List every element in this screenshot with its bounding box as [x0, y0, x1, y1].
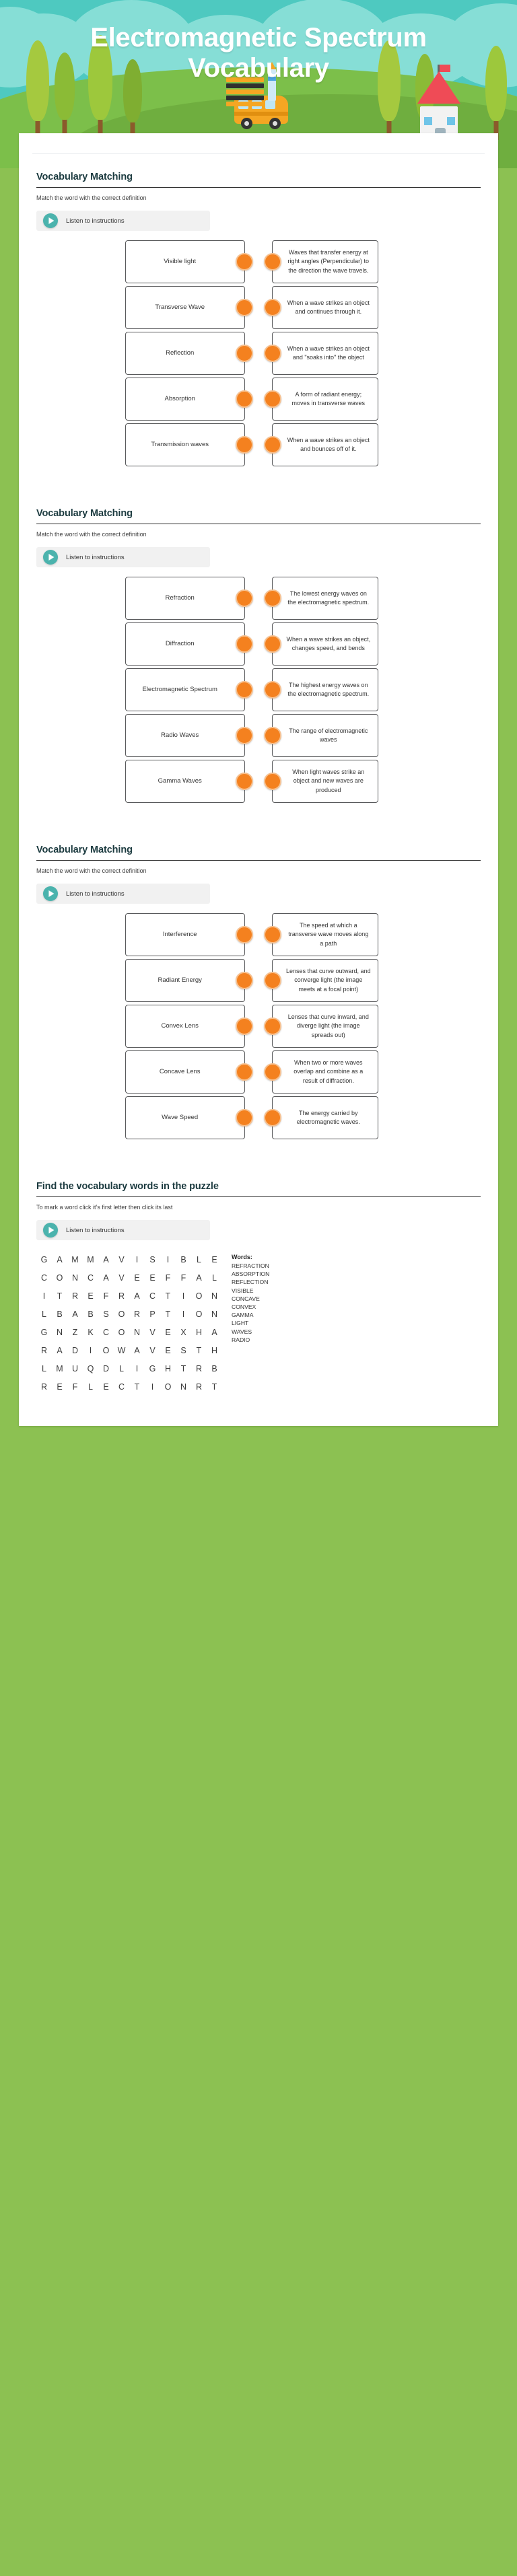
word-search-word: CONVEX	[232, 1303, 256, 1311]
word-search-grid[interactable]	[36, 1251, 222, 1395]
connector-dot[interactable]	[236, 390, 253, 408]
word-label: Transmission waves	[151, 440, 209, 448]
word-box[interactable]	[125, 1050, 245, 1094]
word-search-cell[interactable]: R	[118, 1291, 125, 1301]
word-search-cell[interactable]: U	[71, 1363, 79, 1373]
word-search-cell[interactable]: A	[134, 1291, 140, 1301]
word-label: Refraction	[165, 594, 195, 602]
word-search-cell[interactable]: F	[72, 1382, 78, 1392]
connector-dot[interactable]	[264, 253, 281, 271]
word-search-cell[interactable]: M	[56, 1363, 63, 1373]
word-search-cell[interactable]: R	[195, 1363, 203, 1373]
connector-dot[interactable]	[264, 390, 281, 408]
definition-box[interactable]	[272, 760, 378, 803]
listen-to-instructions-button[interactable]	[36, 884, 210, 904]
match-row	[36, 286, 481, 329]
definition-box[interactable]	[272, 577, 378, 620]
word-search-cell[interactable]: T	[211, 1382, 217, 1392]
definition-label: When light waves strike an object and new waves are produced	[292, 768, 365, 793]
connector-dot[interactable]	[236, 681, 253, 699]
word-search-cell[interactable]: E	[88, 1291, 94, 1301]
word-search-cell[interactable]: E	[57, 1382, 63, 1392]
word-search-cell[interactable]: T	[134, 1382, 140, 1392]
word-search-cell[interactable]: O	[164, 1382, 172, 1392]
match-row	[36, 577, 481, 620]
title-underline	[36, 1196, 481, 1197]
section-subtitle: Match the word with the correct definition	[36, 194, 147, 201]
word-search-cell[interactable]: R	[40, 1345, 48, 1355]
definition-label: Lenses that curve inward, and diverge light (the image spreads out)	[287, 1013, 369, 1038]
connector-dot[interactable]	[236, 589, 253, 607]
word-search-cell[interactable]: I	[135, 1254, 139, 1264]
word-search-cell[interactable]: O	[195, 1309, 203, 1319]
word-search-cell[interactable]: O	[195, 1291, 203, 1301]
word-box[interactable]	[125, 913, 245, 956]
word-search-row	[36, 1269, 222, 1286]
word-label: Visible light	[164, 257, 197, 265]
section-vocabulary-matching-3	[19, 827, 498, 1164]
word-search-cell[interactable]: F	[103, 1291, 109, 1301]
word-search-word: VISIBLE	[232, 1287, 254, 1294]
word-search-row	[36, 1287, 222, 1304]
word-label: Gamma Waves	[158, 777, 202, 785]
word-search-cell[interactable]: M	[71, 1254, 79, 1264]
word-search-cell[interactable]: N	[211, 1291, 218, 1301]
connector-dot[interactable]	[264, 1063, 281, 1081]
word-search-word: GAMMA	[232, 1312, 254, 1319]
word-search-cell[interactable]: O	[118, 1309, 125, 1319]
connector-dot[interactable]	[236, 436, 253, 454]
definition-label: The speed at which a transverse wave moves along a path	[288, 922, 369, 947]
word-search-cell[interactable]: N	[180, 1382, 187, 1392]
word-search-cell[interactable]: A	[72, 1309, 78, 1319]
match-row	[36, 1005, 481, 1048]
section-title: Vocabulary Matching	[36, 845, 133, 855]
definition-box[interactable]	[272, 622, 378, 666]
connector-dot[interactable]	[264, 589, 281, 607]
word-label: Diffraction	[165, 639, 195, 647]
word-search-cell[interactable]: C	[40, 1273, 48, 1283]
word-search-cell[interactable]: L	[42, 1363, 46, 1373]
connector-dot[interactable]	[264, 972, 281, 989]
word-search-cell[interactable]: T	[180, 1363, 186, 1373]
connector-dot[interactable]	[264, 773, 281, 790]
definition-label: Waves that transfer energy at right angles (Perpendicular) to the direction the wave travels.	[287, 249, 370, 274]
play-icon[interactable]	[43, 886, 58, 901]
word-box[interactable]	[125, 332, 245, 375]
word-box[interactable]	[125, 378, 245, 421]
word-label: Radio Waves	[161, 731, 199, 739]
word-box[interactable]	[125, 240, 245, 283]
definition-box[interactable]	[272, 913, 378, 956]
definition-box[interactable]	[272, 1005, 378, 1048]
word-search-cell[interactable]: C	[87, 1273, 94, 1283]
connector-dot[interactable]	[264, 345, 281, 362]
word-search-cell[interactable]: C	[102, 1327, 110, 1337]
word-search-cell[interactable]: O	[118, 1327, 125, 1337]
word-search-subtitle: To mark a word click it’s first letter then click its last	[36, 1204, 173, 1211]
definition-box[interactable]	[272, 378, 378, 421]
word-search-cell[interactable]: L	[212, 1273, 217, 1283]
word-search-row	[36, 1342, 222, 1359]
word-label: Convex Lens	[161, 1022, 199, 1030]
definition-label: When a wave strikes an object and continues through it.	[287, 299, 370, 315]
word-search-cell[interactable]: C	[149, 1291, 156, 1301]
word-search-cell[interactable]: I	[89, 1345, 92, 1355]
word-search-cell[interactable]: E	[103, 1382, 109, 1392]
word-search-row	[36, 1305, 222, 1322]
definition-box[interactable]	[272, 714, 378, 757]
match-row	[36, 423, 481, 466]
word-box[interactable]	[125, 1096, 245, 1139]
word-box[interactable]	[125, 714, 245, 757]
definition-label: The highest energy waves on the electromagnetic spectrum.	[287, 681, 370, 697]
definition-box[interactable]	[272, 286, 378, 329]
match-row	[36, 1096, 481, 1139]
word-search-cell[interactable]: S	[103, 1309, 109, 1319]
connector-dot[interactable]	[236, 299, 253, 316]
word-search-cell[interactable]: B	[180, 1254, 186, 1264]
connector-dot[interactable]	[236, 727, 253, 744]
match-row	[36, 1050, 481, 1094]
play-icon[interactable]	[43, 550, 58, 565]
word-label: Reflection	[166, 349, 195, 357]
word-search-cell[interactable]: D	[102, 1363, 110, 1373]
listen-label: Listen to instructions	[66, 890, 125, 898]
connector-dot[interactable]	[236, 635, 253, 653]
word-search-row	[36, 1378, 222, 1395]
connector-dot[interactable]	[236, 345, 253, 362]
word-search-cell[interactable]: I	[182, 1309, 185, 1319]
word-search-title: Find the vocabulary words in the puzzle	[36, 1181, 219, 1192]
connector-dot[interactable]	[236, 1109, 253, 1126]
definition-box[interactable]	[272, 959, 378, 1002]
word-search-row	[36, 1251, 222, 1268]
word-search-cell[interactable]: B	[88, 1309, 94, 1319]
word-search-cell[interactable]: I	[151, 1382, 154, 1392]
worksheet-sheet	[19, 133, 498, 1426]
word-search-cell[interactable]: A	[103, 1254, 109, 1264]
word-search-cell[interactable]: Z	[72, 1327, 78, 1337]
word-search-cell[interactable]: A	[57, 1345, 63, 1355]
word-search-cell[interactable]: R	[195, 1382, 203, 1392]
word-search-cell[interactable]: I	[135, 1363, 139, 1373]
connector-dot[interactable]	[264, 926, 281, 943]
play-icon[interactable]	[43, 1223, 58, 1238]
word-label: Interference	[162, 930, 197, 938]
page-title: Electromagnetic Spectrum Vocabulary	[90, 23, 427, 83]
word-box[interactable]	[125, 668, 245, 711]
word-search-cell[interactable]: P	[149, 1309, 156, 1319]
listen-label: Listen to instructions	[66, 217, 125, 225]
word-search-cell[interactable]: S	[180, 1345, 186, 1355]
word-search-cell[interactable]: A	[103, 1273, 109, 1283]
listen-to-instructions-button[interactable]	[36, 1220, 210, 1240]
definition-box[interactable]	[272, 668, 378, 711]
connector-dot[interactable]	[264, 436, 281, 454]
word-search-cell[interactable]: G	[149, 1363, 156, 1373]
word-search-cell[interactable]: T	[57, 1291, 63, 1301]
word-search-cell[interactable]: V	[118, 1254, 125, 1264]
word-search-cell[interactable]: E	[165, 1327, 171, 1337]
connector-dot[interactable]	[236, 972, 253, 989]
word-label: Absorption	[164, 394, 195, 402]
word-box[interactable]	[125, 423, 245, 466]
word-search-cell[interactable]: I	[166, 1254, 170, 1264]
connector-dot[interactable]	[264, 635, 281, 653]
definition-label: The lowest energy waves on the electromagnetic spectrum.	[287, 589, 370, 606]
word-search-row	[36, 1360, 222, 1377]
word-search-cell[interactable]: I	[42, 1291, 46, 1301]
definition-box[interactable]	[272, 423, 378, 466]
word-label: Radiant Energy	[158, 976, 202, 984]
definition-label: Lenses that curve outward, and converge light (the image meets at a focal point)	[286, 968, 371, 993]
word-search-cell[interactable]: D	[71, 1345, 79, 1355]
word-box[interactable]	[125, 577, 245, 620]
title-underline	[36, 187, 481, 188]
word-search-cell[interactable]: E	[211, 1254, 217, 1264]
definition-box[interactable]	[272, 1050, 378, 1094]
word-box[interactable]	[125, 1005, 245, 1048]
match-row	[36, 668, 481, 711]
word-search-cell[interactable]: M	[87, 1254, 94, 1264]
match-row	[36, 240, 481, 283]
word-search-word: CONCAVE	[232, 1295, 260, 1302]
section-word-search	[19, 1164, 498, 1426]
word-search-cell[interactable]: N	[56, 1327, 63, 1337]
definition-box[interactable]	[272, 1096, 378, 1139]
definition-box[interactable]	[272, 332, 378, 375]
word-search-cell[interactable]: H	[211, 1345, 218, 1355]
word-label: Wave Speed	[162, 1113, 199, 1121]
title-underline	[36, 860, 481, 861]
word-search-cell[interactable]: I	[182, 1291, 185, 1301]
word-search-cell[interactable]: A	[196, 1273, 202, 1283]
section-title: Vocabulary Matching	[36, 508, 133, 519]
word-label: Concave Lens	[159, 1067, 201, 1075]
play-icon[interactable]	[43, 213, 58, 228]
word-search-cell[interactable]: F	[165, 1273, 171, 1283]
word-search-cell[interactable]: S	[149, 1254, 156, 1264]
word-search-word: ABSORPTION	[232, 1271, 270, 1278]
match-row	[36, 913, 481, 956]
word-search-cell[interactable]: R	[40, 1382, 48, 1392]
word-label: Electromagnetic Spectrum	[142, 685, 217, 693]
word-search-word: REFLECTION	[232, 1279, 269, 1286]
word-search-cell[interactable]: F	[180, 1273, 186, 1283]
matching-grid	[36, 913, 481, 1139]
definition-label: When a wave strikes an object and "soaks into" the object	[287, 345, 370, 361]
word-search-cell[interactable]: L	[88, 1382, 93, 1392]
listen-label: Listen to instructions	[66, 553, 125, 561]
listen-to-instructions-button[interactable]	[36, 547, 210, 567]
word-search-cell[interactable]: Q	[87, 1363, 94, 1373]
word-box[interactable]	[125, 622, 245, 666]
word-search-cell[interactable]: B	[57, 1309, 63, 1319]
word-search-cell[interactable]: K	[88, 1327, 94, 1337]
word-search-cell[interactable]: N	[211, 1309, 218, 1319]
word-search-cell[interactable]: A	[211, 1327, 217, 1337]
section-subtitle: Match the word with the correct definition	[36, 867, 147, 874]
definition-label: The energy carried by electromagnetic waves.	[296, 1109, 360, 1125]
connector-dot[interactable]	[264, 299, 281, 316]
section-vocabulary-matching-1	[19, 154, 498, 491]
word-search-word-list	[232, 1251, 294, 1395]
word-box[interactable]	[125, 760, 245, 803]
connector-dot[interactable]	[236, 253, 253, 271]
word-label: Transverse Wave	[155, 303, 205, 311]
word-search-cell[interactable]: C	[118, 1382, 125, 1392]
word-search-cell[interactable]: B	[211, 1363, 217, 1373]
connector-dot[interactable]	[236, 926, 253, 943]
match-row	[36, 714, 481, 757]
word-search-word: RADIO	[232, 1336, 250, 1343]
matching-grid	[36, 577, 481, 803]
word-search-cell[interactable]: E	[134, 1273, 140, 1283]
match-row	[36, 332, 481, 375]
word-search-cell[interactable]: G	[40, 1254, 48, 1264]
words-label: Words:	[232, 1254, 252, 1260]
match-row	[36, 760, 481, 803]
word-search-cell[interactable]: G	[40, 1327, 48, 1337]
definition-label: When a wave strikes an object, changes speed, and bends	[286, 635, 371, 651]
word-search-cell[interactable]: A	[134, 1345, 140, 1355]
word-search-cell[interactable]: L	[119, 1363, 124, 1373]
word-search-cell[interactable]: R	[133, 1309, 141, 1319]
definition-label: A form of radiant energy; moves in transverse waves	[291, 390, 366, 406]
word-search-cell[interactable]: H	[164, 1363, 172, 1373]
word-search-cell[interactable]: T	[165, 1309, 171, 1319]
word-search-area	[36, 1251, 481, 1403]
matching-grid	[36, 240, 481, 466]
definition-box[interactable]	[272, 240, 378, 283]
word-search-cell[interactable]: N	[71, 1273, 79, 1283]
connector-dot[interactable]	[236, 1063, 253, 1081]
word-box[interactable]	[125, 286, 245, 329]
match-row	[36, 622, 481, 666]
definition-label: When two or more waves overlap and combine as a result of diffraction.	[294, 1059, 364, 1084]
definition-label: When a wave strikes an object and bounces off of it.	[287, 436, 370, 452]
connector-dot[interactable]	[264, 1109, 281, 1126]
word-search-word: LIGHT	[232, 1320, 249, 1327]
word-search-cell[interactable]: O	[102, 1345, 110, 1355]
word-search-cell[interactable]: A	[57, 1254, 63, 1264]
word-search-cell[interactable]: W	[117, 1345, 126, 1355]
word-search-cell[interactable]: H	[195, 1327, 203, 1337]
word-search-cell[interactable]: X	[180, 1327, 186, 1337]
section-title: Vocabulary Matching	[36, 172, 133, 182]
word-search-cell[interactable]: V	[149, 1345, 156, 1355]
listen-to-instructions-button[interactable]	[36, 211, 210, 231]
connector-dot[interactable]	[264, 727, 281, 744]
word-search-cell[interactable]: N	[133, 1327, 141, 1337]
match-row	[36, 959, 481, 1002]
word-search-cell[interactable]: E	[165, 1345, 171, 1355]
word-search-row	[36, 1324, 222, 1340]
connector-dot[interactable]	[236, 773, 253, 790]
word-search-cell[interactable]: L	[197, 1254, 201, 1264]
definition-label: The range of electromagnetic waves	[289, 727, 368, 743]
connector-dot[interactable]	[264, 681, 281, 699]
word-search-word: WAVES	[232, 1328, 252, 1335]
word-search-cell[interactable]: V	[118, 1273, 125, 1283]
match-row	[36, 378, 481, 421]
listen-label: Listen to instructions	[66, 1226, 125, 1234]
word-search-cell[interactable]: V	[149, 1327, 156, 1337]
word-search-cell[interactable]: O	[56, 1273, 63, 1283]
word-search-word: REFRACTION	[232, 1262, 269, 1269]
word-search-cell[interactable]: R	[71, 1291, 79, 1301]
word-search-cell[interactable]: T	[165, 1291, 171, 1301]
word-search-cell[interactable]: E	[149, 1273, 156, 1283]
section-subtitle: Match the word with the correct definition	[36, 531, 147, 538]
connector-dot[interactable]	[264, 1017, 281, 1035]
connector-dot[interactable]	[236, 1017, 253, 1035]
sheet-top-strip	[19, 133, 498, 153]
section-vocabulary-matching-2	[19, 491, 498, 827]
word-search-cell[interactable]: T	[196, 1345, 202, 1355]
word-search-cell[interactable]: L	[42, 1309, 46, 1319]
word-box[interactable]	[125, 959, 245, 1002]
